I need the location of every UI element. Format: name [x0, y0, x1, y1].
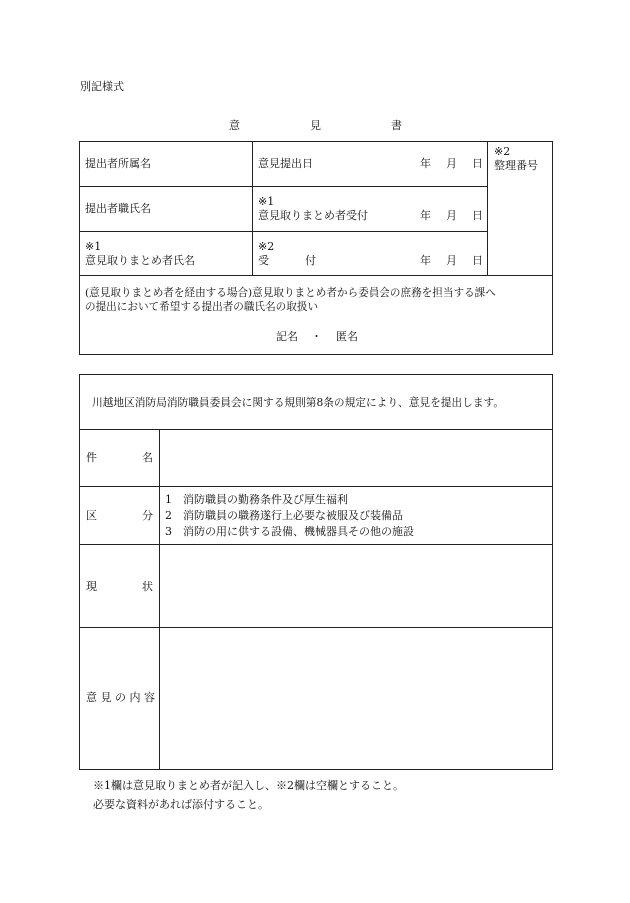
subject-label-1: 件 — [86, 451, 97, 464]
content-field[interactable] — [161, 629, 551, 768]
title-char-3: 書 — [391, 119, 402, 132]
collector-mark: ※1 — [85, 240, 102, 253]
note1-mark: ※1 — [258, 195, 275, 208]
submitter-name-label: 提出者職氏名 — [85, 202, 151, 215]
option-separator: ・ — [311, 330, 322, 343]
submit-date-label: 意見提出日 — [258, 157, 313, 170]
note-2: 必要な資料があれば添付すること。 — [93, 798, 269, 811]
named-option[interactable]: 記名 — [276, 330, 298, 343]
top-table — [79, 141, 553, 355]
reception-tsuke: 付 — [305, 254, 316, 267]
receipt-label: 意見取りまとめ者受付 — [258, 209, 368, 222]
note-1: ※1欄は意見取りまとめ者が記入し、※2欄は空欄とすること。 — [93, 779, 404, 792]
note2-mark: ※2 — [494, 145, 511, 158]
reception-uke: 受 — [258, 254, 269, 267]
category-option-3[interactable]: 3 消防の用に供する設備、機械器具その他の施設 — [165, 525, 414, 538]
status-label-2: 状 — [142, 580, 153, 593]
anonymous-option[interactable]: 匿名 — [336, 330, 358, 343]
handling-text-line2: の提出において希望する提出者の職氏名の取扱い — [85, 301, 319, 313]
title-char-1: 意 — [229, 119, 240, 132]
reception-date-units: 年 月 日 — [420, 254, 483, 267]
subject-field[interactable] — [161, 431, 551, 484]
status-label-1: 現 — [86, 580, 97, 593]
affiliation-label: 提出者所属名 — [85, 157, 151, 170]
category-label-2: 分 — [142, 509, 153, 522]
handling-text-line1: (意見取りまとめ者を経由する場合)意見取りまとめ者から委員会の庶務を担当する課へ — [85, 287, 496, 299]
form-label: 別記様式 — [80, 80, 124, 93]
serial-number-label: 整理番号 — [494, 159, 538, 172]
title-char-2: 見 — [310, 119, 321, 132]
content-label: 意見の内容 — [86, 691, 159, 704]
intro-text: 川越地区消防局消防職員委員会に関する規則第8条の規定により、意見を提出します。 — [92, 396, 505, 409]
category-label-1: 区 — [86, 509, 97, 522]
category-option-1[interactable]: 1 消防職員の勤務条件及び厚生福利 — [165, 493, 348, 506]
receipt-date-units: 年 月 日 — [420, 209, 483, 222]
status-field[interactable] — [161, 546, 551, 625]
reception-mark: ※2 — [258, 240, 275, 253]
subject-label-2: 名 — [142, 451, 153, 464]
collector-name-label: 意見取りまとめ者氏名 — [85, 254, 195, 267]
category-option-2[interactable]: 2 消防職員の職務遂行上必要な被服及び装備品 — [165, 509, 403, 522]
submit-date-units: 年 月 日 — [420, 157, 483, 170]
